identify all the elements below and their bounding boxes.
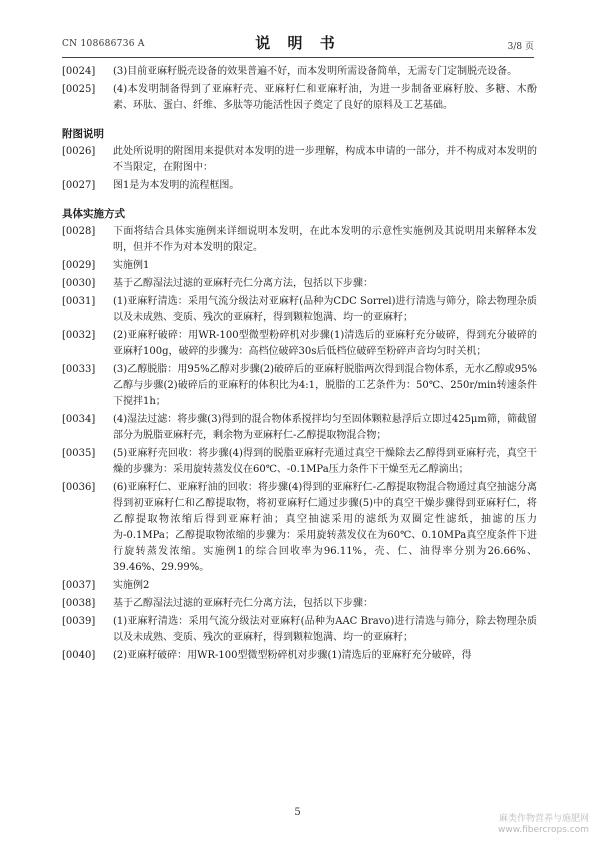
paragraph-text: 图1是为本发明的流程框图。 (113, 180, 240, 191)
paragraph-number: [0031] (62, 296, 96, 307)
paragraph (62, 648, 537, 664)
paragraph (62, 614, 537, 646)
section-intro (62, 64, 537, 114)
paragraph-number: [0032] (62, 330, 96, 341)
paragraph (62, 64, 537, 80)
paragraph-number: [0039] (62, 616, 96, 627)
page-count: 3/8 页 (507, 42, 534, 52)
paragraph (62, 412, 537, 444)
paragraph (62, 480, 537, 576)
watermark (498, 814, 589, 836)
paragraph-number: [0030] (62, 278, 96, 289)
paragraph-text: (4)本发明制备得到了亚麻籽壳、亚麻籽仁和亚麻籽油，为进一步制备亚麻籽胶、多糖、木酚素、环肽、蛋白、纤维、多肽等功能活性因子奠定了良好的原料及工艺基础。 (113, 84, 537, 111)
paragraph-text: 下面将结合具体实施例来详细说明本发明，在此本发明的示意性实施例及其说明用来解释本发明，但并不作为对本发明的限定。 (113, 226, 537, 253)
watermark-url: www.fibercrops.com (498, 825, 589, 835)
section-drawings (62, 144, 537, 194)
paragraph-text: (3)乙醇脱脂：用95%乙醇对步骤(2)破碎后的亚麻籽脱脂两次得到混合物体系，无水乙醇或95%乙醇与步骤(2)破碎后的亚麻籽的体积比为4:1，脱脂的工艺条件为：50℃、250r/min转速条件下搅拌1h； (113, 364, 537, 407)
paragraph-number: [0038] (62, 598, 96, 609)
paragraph-number: [0035] (62, 448, 96, 459)
header-rule (62, 57, 534, 58)
paragraph-number: [0027] (62, 180, 96, 191)
section-embodiments (62, 224, 537, 664)
paragraph-number: [0034] (62, 414, 96, 425)
paragraph-number: [0026] (62, 146, 96, 157)
paragraph (62, 596, 537, 612)
paragraph-text: 基于乙醇湿法过滤的亚麻籽壳仁分离方法，包括以下步骤： (113, 598, 373, 609)
paragraph-number: [0024] (62, 66, 96, 77)
paragraph (62, 276, 537, 292)
paragraph-text: (4)湿法过滤：将步骤(3)得到的混合物体系搅拌均匀至固体颗粒悬浮后立即过425μm筛，筛截留部分为脱脂亚麻籽壳，剩余物为亚麻籽仁-乙醇提取物混合物； (113, 414, 537, 441)
page-number: 5 (294, 807, 301, 818)
paragraph (62, 258, 537, 274)
document-title: 说 明 书 (255, 34, 341, 52)
paragraph-text: (3)目前亚麻籽脱壳设备的效果普遍不好，而本发明所需设备简单，无需专门定制脱壳设备。 (113, 66, 518, 77)
paragraph (62, 178, 537, 194)
paragraph-text: (2)亚麻籽破碎：用WR-100型微型粉碎机对步骤(1)清选后的亚麻籽充分破碎，得到充分破碎的亚麻籽100g，破碎的步骤为：高档位破碎30s后低档位破碎至粉碎声音均匀时关机； (113, 330, 537, 357)
page-header (62, 30, 534, 56)
paragraph-number: [0033] (62, 364, 96, 375)
paragraph-text: 实施例2 (113, 580, 150, 591)
paragraph (62, 144, 537, 176)
paragraph (62, 224, 537, 256)
watermark-name: 麻类作物营养与施肥网 (498, 814, 589, 824)
paragraph-number: [0037] (62, 580, 96, 591)
paragraph (62, 328, 537, 360)
paragraph-text: (1)亚麻籽清选：采用气流分级法对亚麻籽(品种为CDC Sorrel)进行清选与筛分，除去物理杂质以及未成熟、变质、残次的亚麻籽，得到颗粒饱满、均一的亚麻籽； (113, 296, 537, 323)
paragraph-number: [0028] (62, 226, 96, 237)
paragraph (62, 446, 537, 478)
paragraph-number: [0029] (62, 260, 96, 271)
paragraph-number: [0025] (62, 84, 96, 95)
paragraph-text: 基于乙醇湿法过滤的亚麻籽壳仁分离方法，包括以下步骤： (113, 278, 373, 289)
heading-drawings: 附图说明 (62, 128, 104, 140)
paragraph-text: (1)亚麻籽清选：采用气流分级法对亚麻籽(品种为AAC Bravo)进行清选与筛分，除去物理杂质以及未成熟、变质、残次的亚麻籽，得到颗粒饱满、均一的亚麻籽； (113, 616, 537, 643)
paragraph (62, 362, 537, 410)
paragraph (62, 82, 537, 114)
paragraph-text: 此处所说明的附图用来提供对本发明的进一步理解，构成本申请的一部分，并不构成对本发明的不当限定，在附图中： (113, 146, 537, 173)
paragraph (62, 294, 537, 326)
paragraph-text: 实施例1 (113, 260, 150, 271)
paragraph-text: (6)亚麻籽仁、亚麻籽油的回收：将步骤(4)得到的亚麻籽仁-乙醇提取物混合物通过真空抽滤分离得到初亚麻籽仁和乙醇提取物，将初亚麻籽仁通过步骤(5)中的真空干燥步骤得到亚麻籽仁，将乙醇提取物浓缩后得到亚麻籽油；真空抽滤采用的滤纸为双圈定性滤纸，抽滤的压力为-0.1MPa；乙醇提取物浓缩的步骤为：采用旋转蒸发仪在为60℃、0.10MPa真空度条件下进行旋转蒸发浓缩。实施例1的综合回收率为96.11%，壳、仁、油得率分别为26.66%、39.46%、29.99%。 (113, 482, 537, 573)
document-body (62, 64, 537, 666)
paragraph (62, 578, 537, 594)
paragraph-text: (2)亚麻籽破碎：用WR-100型微型粉碎机对步骤(1)清选后的亚麻籽充分破碎，得 (113, 650, 472, 661)
paragraph-number: [0036] (62, 482, 96, 493)
doc-number: CN 108686736 A (62, 39, 145, 49)
heading-embodiments: 具体实施方式 (62, 208, 125, 220)
paragraph-number: [0040] (62, 650, 96, 661)
paragraph-text: (5)亚麻籽壳回收：将步骤(4)得到的脱脂亚麻籽壳通过真空干燥除去乙醇得到亚麻籽壳，真空干燥的步骤为：采用旋转蒸发仪在60℃、-0.1MPa压力条件下干燥至无乙醇滴出； (113, 448, 537, 475)
